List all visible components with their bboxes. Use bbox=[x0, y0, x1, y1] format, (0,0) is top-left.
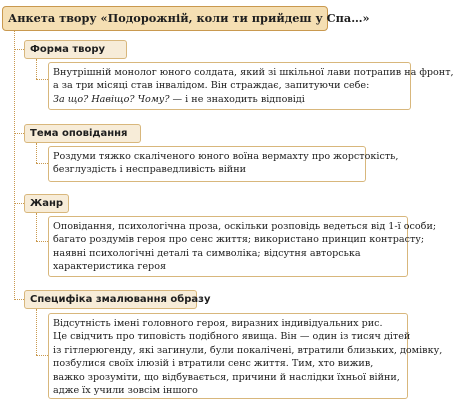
section-heading-genre: Жанр bbox=[24, 194, 69, 213]
section-body-genre bbox=[48, 216, 437, 277]
connector bbox=[14, 49, 24, 50]
sub-connector bbox=[36, 241, 48, 242]
text-line: Відсутність імені головного героя, виразних індивідуальних рис. bbox=[53, 318, 383, 329]
text-line: Роздуми тяжко скаліченого юного воїна вермахту про жорстокість, bbox=[53, 151, 399, 162]
text-line: Внутрішній монолог юного солдата, який зі шкільної лави потрапив на фронт, bbox=[53, 67, 454, 78]
sub-connector bbox=[36, 79, 48, 80]
connector bbox=[14, 203, 24, 204]
text-line: позбулися своїх ілюзій і втратили сенс життя. Тим, хто вижив, bbox=[53, 358, 374, 370]
sub-connector bbox=[36, 163, 48, 164]
sub-connector bbox=[36, 309, 37, 355]
text-line: наявні психологічні деталі та символіка; відсутня авторська bbox=[53, 247, 361, 259]
sub-connector bbox=[36, 355, 48, 356]
text-line: безглуздість і несправедливість війни bbox=[53, 164, 246, 176]
text-line: адже їх учили зовсім іншого bbox=[53, 385, 198, 397]
text-line: Це свідчить про типовість подібного явища. Він — один із тисяч дітей bbox=[53, 331, 411, 343]
connector bbox=[14, 299, 24, 300]
section-heading-image: Специфіка змалювання образу bbox=[24, 290, 197, 309]
section-heading-theme: Тема оповідання bbox=[24, 124, 141, 143]
text-line: а за три місяці став інвалідом. Він страждає, запитуючи себе: bbox=[53, 80, 370, 92]
text-line: важко зрозуміти, що відбувається, причини й наслідки їхньої війни, bbox=[53, 371, 400, 383]
text-line bbox=[53, 93, 406, 106]
text-line: багато роздумів героя про сенс життя; використано принцип контрасту; bbox=[53, 234, 425, 246]
sub-connector bbox=[36, 143, 37, 163]
text-line: Оповідання, психологічна проза, оскільки розповідь ведеться від 1-ї особи; bbox=[53, 221, 437, 232]
text-line: із гітлерюгенду, які загинули, були покалічені, втратили близьких, домівку, bbox=[53, 344, 443, 356]
sub-connector bbox=[36, 213, 37, 241]
sub-connector bbox=[36, 59, 37, 79]
text-rest: — і не знаходить відповіді bbox=[169, 93, 305, 105]
connector bbox=[14, 133, 24, 134]
tree-spine bbox=[14, 31, 15, 300]
section-body-theme bbox=[48, 146, 399, 182]
section-body-form bbox=[48, 62, 454, 110]
document-title: Анкета твору «Подорожній, коли ти прийдеш у Спа…» bbox=[2, 6, 328, 31]
text-line: характеристика героя bbox=[53, 261, 167, 273]
section-heading-form: Форма твору bbox=[24, 40, 127, 59]
italic-questions: За що? Навіщо? Чому? bbox=[53, 93, 170, 105]
section-body-image bbox=[48, 313, 443, 399]
